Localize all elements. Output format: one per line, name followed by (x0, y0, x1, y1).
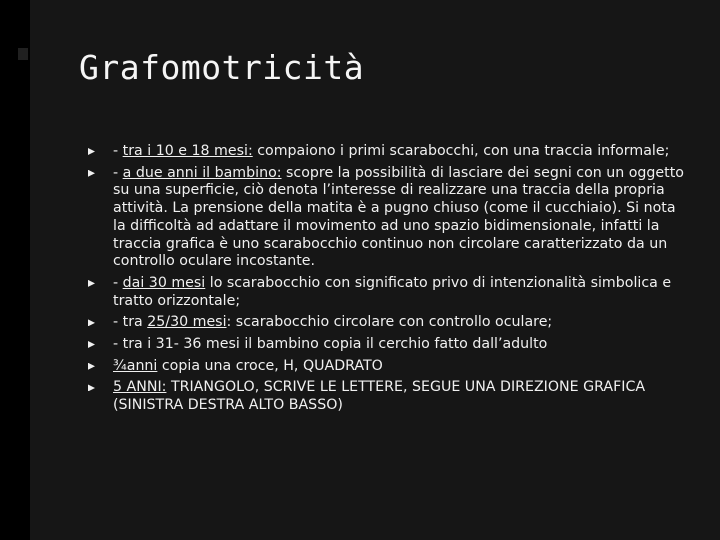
bullet-prefix: - (113, 274, 123, 291)
bullet-underlined-text: dai 30 mesi (122, 274, 206, 291)
bullet-text: scopre la possibilità di lasciare dei segni con un oggetto su una superficie, ciò denota l’interesse di realizzare una traccia della propria attività. La prensione della matita è a pugno chiuso (come il cucchiaio). Si nota la difficoltà ad adattare il movimento ad uno spazio bidimensionale, infatti la traccia grafica è uno scarabocchio continuo non circolare caratterizzato da un controllo oculare incostante. (113, 164, 684, 270)
bullet-item-5 (86, 336, 686, 354)
title-accent-mark (18, 60, 28, 84)
bullet-text: copia una croce, H, QUADRATO (157, 357, 383, 374)
bullet-underlined-text: 5 ANNI: (113, 379, 167, 396)
bullet-arrow-icon (88, 363, 95, 370)
bullet-prefix: - tra (113, 314, 148, 331)
bullet-text: lo scarabocchio con significato privo di intenzionalità simbolica e tratto orizzontale; (113, 274, 672, 309)
bullet-text: TRIANGOLO, SCRIVE LE LETTERE, SEGUE UNA DIREZIONE GRAFICA (SINISTRA DESTRA ALTO BASSO) (113, 379, 646, 414)
bullet-prefix: - (113, 143, 123, 159)
bullet-underlined-text: tra i 10 e 18 mesi: (122, 143, 253, 159)
bullet-arrow-icon (88, 170, 95, 177)
bullet-item-6 (86, 358, 686, 376)
slide-title: Grafomotricità (79, 48, 365, 87)
bullet-item-3 (86, 275, 686, 310)
bullet-underlined-text: ¾anni (113, 357, 158, 374)
bullet-list (86, 143, 686, 419)
bullet-item-1 (86, 143, 686, 161)
bullet-text: : scarabocchio circolare con controllo oculare; (226, 314, 553, 331)
bullet-item-7 (86, 379, 686, 414)
bullet-arrow-icon (88, 384, 95, 391)
bullet-item-2 (86, 165, 686, 271)
bullet-arrow-icon (88, 319, 95, 326)
bullet-item-4 (86, 314, 686, 332)
bullet-underlined-text: 25/30 mesi (147, 314, 227, 331)
bullet-arrow-icon (88, 280, 95, 287)
bullet-arrow-icon (88, 148, 95, 155)
bullet-prefix: - (113, 164, 123, 181)
bullet-text: compaiono i primi scarabocchi, con una traccia informale; (252, 143, 670, 159)
bullet-text: - tra i 31- 36 mesi il bambino copia il cerchio fatto dall’adulto (113, 336, 548, 353)
bullet-arrow-icon (88, 341, 95, 348)
bullet-underlined-text: a due anni il bambino: (122, 164, 282, 181)
